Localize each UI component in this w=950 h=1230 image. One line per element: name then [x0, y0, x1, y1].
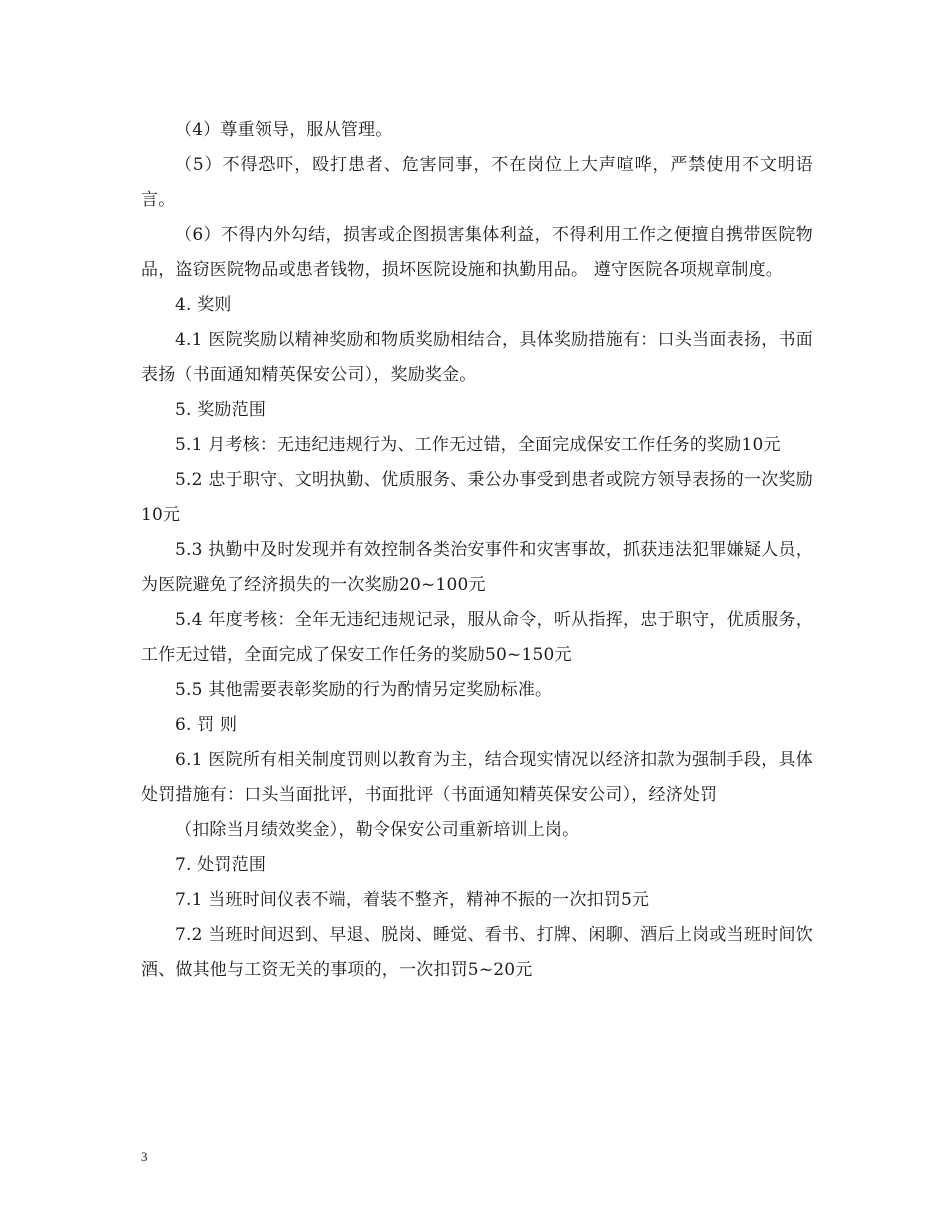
paragraph-7-2: 7.2 当班时间迟到、早退、脱岗、睡觉、看书、打牌、闲聊、酒后上岗或当班时间饮酒、做其他与工资无关的事项的，一次扣罚5~20元: [141, 925, 813, 980]
paragraph-6-1-continued: （扣除当月绩效奖金），勒令保安公司重新培训上岗。: [175, 820, 580, 840]
paragraph-5-3: 5.3 执勤中及时发现并有效控制各类治安事件和灾害事故，抓获违法犯罪嫌疑人员，为医院避免了经济损失的一次奖励20~100元: [141, 540, 813, 595]
section-heading-penalties: 6. 罚 则: [175, 715, 238, 735]
paragraph-7-1: 7.1 当班时间仪表不端，着装不整齐，精神不振的一次扣罚5元: [175, 890, 650, 910]
paragraph-5-4: 5.4 年度考核：全年无违纪违规记录，服从命令，听从指挥，忠于职守，优质服务，工作无过错，全面完成了保安工作任务的奖励50~150元: [141, 610, 813, 665]
paragraph-rule-4: （4）尊重领导，服从管理。: [175, 120, 393, 140]
page-number: 3: [141, 1149, 148, 1164]
section-heading-rewards: 4. 奖则: [175, 295, 232, 315]
paragraph-6-1: 6.1 医院所有相关制度罚则以教育为主，结合现实情况以经济扣款为强制手段，具体处罚措施有：口头当面批评，书面批评（书面通知精英保安公司），经济处罚: [141, 750, 813, 805]
document-body: [141, 113, 813, 988]
section-heading-reward-scope: 5. 奖励范围: [175, 400, 267, 420]
paragraph-5-1: 5.1 月考核：无违纪违规行为、工作无过错，全面完成保安工作任务的奖励10元: [175, 435, 781, 455]
paragraph-rule-6: （6）不得内外勾结，损害或企图损害集体利益，不得利用工作之便擅自携带医院物品，盗窃医院物品或患者钱物，损坏医院设施和执勤用品。 遵守医院各项规章制度。: [141, 225, 813, 280]
section-heading-penalty-scope: 7. 处罚范围: [175, 855, 267, 875]
paragraph-5-2: 5.2 忠于职守、文明执勤、优质服务、秉公办事受到患者或院方领导表扬的一次奖励10元: [141, 470, 813, 525]
paragraph-5-5: 5.5 其他需要表彰奖励的行为酌情另定奖励标准。: [175, 680, 553, 700]
paragraph-rule-5: （5）不得恐吓，殴打患者、危害同事，不在岗位上大声喧哗，严禁使用不文明语言。: [141, 155, 813, 210]
paragraph-4-1: 4.1 医院奖励以精神奖励和物质奖励相结合，具体奖励措施有：口头当面表扬，书面表扬（书面通知精英保安公司），奖励奖金。: [141, 330, 813, 385]
